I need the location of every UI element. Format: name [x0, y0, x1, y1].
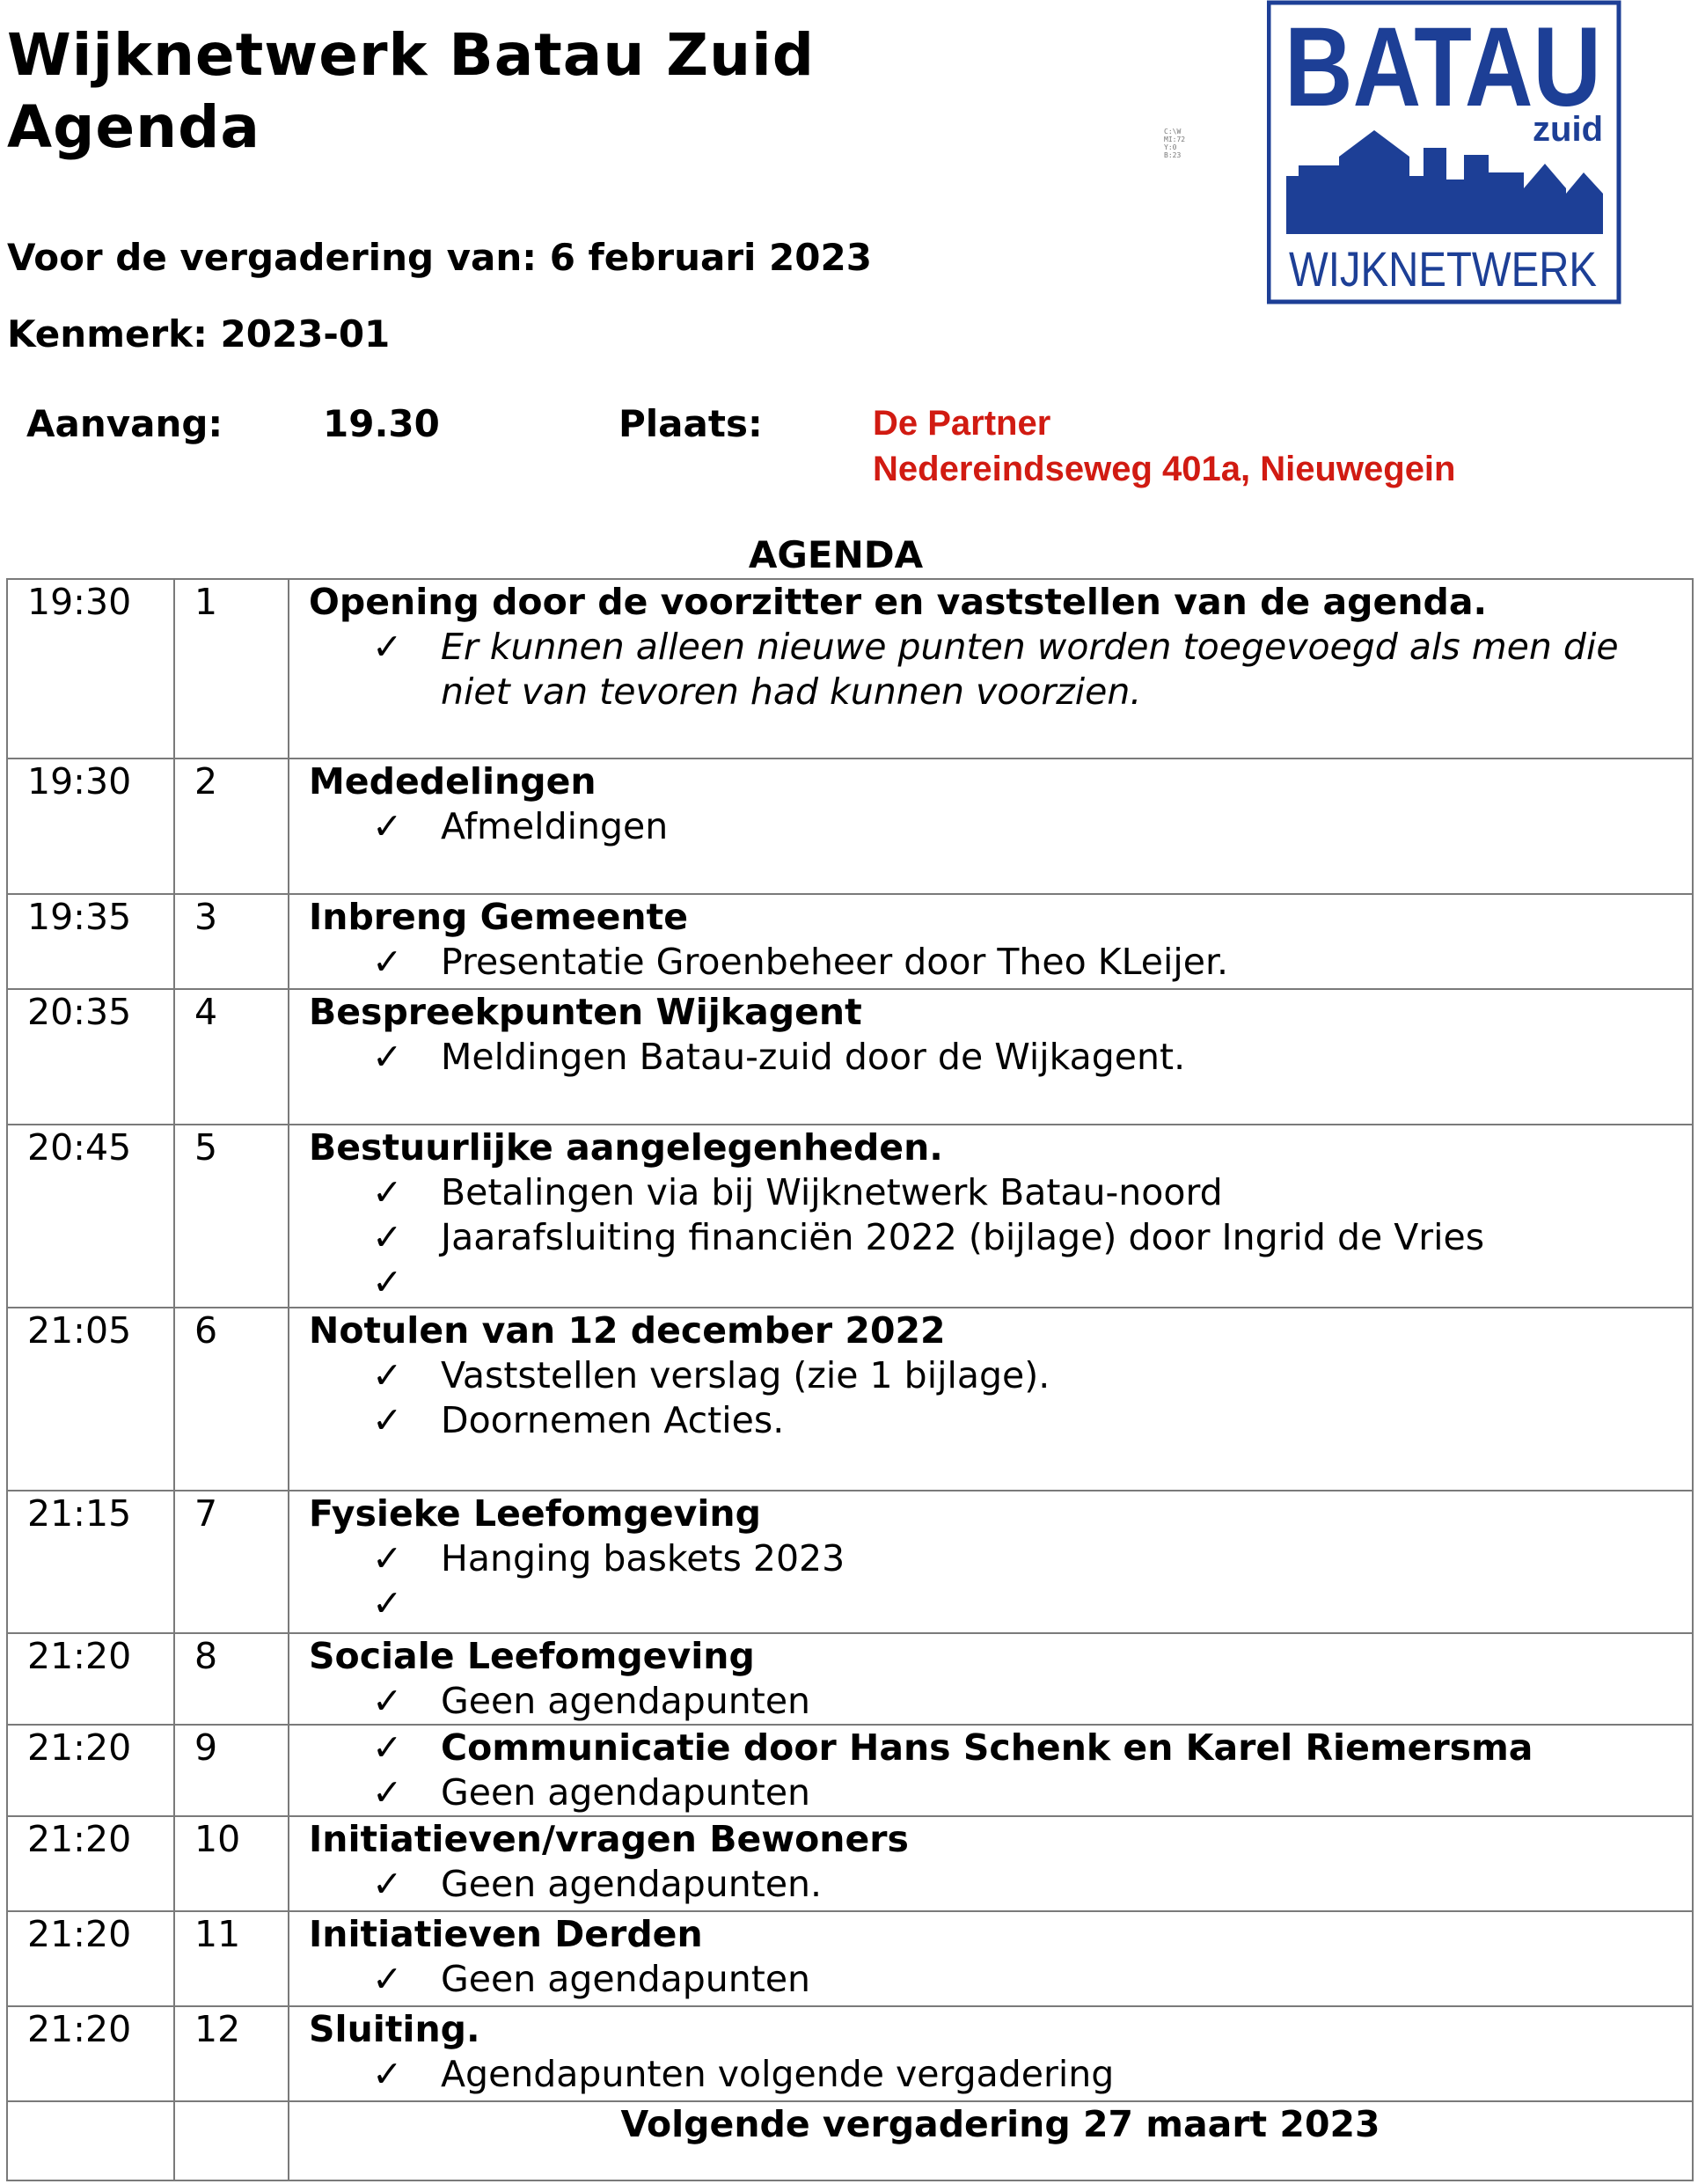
item-body — [289, 759, 1693, 894]
item-body — [289, 1725, 1693, 1816]
item-number: 6 — [174, 1308, 289, 1491]
agenda-row — [7, 1125, 1693, 1308]
item-body — [289, 579, 1693, 759]
agenda-row — [7, 1491, 1693, 1633]
item-time: 21:20 — [7, 1911, 174, 2006]
checkmark-icon: ✓ — [372, 1537, 403, 1579]
sub-point-text: Hanging baskets 2023 — [441, 1537, 845, 1579]
sub-point-list — [309, 804, 1692, 849]
sub-point — [309, 1957, 1692, 2002]
agenda-row — [7, 2006, 1693, 2101]
sub-point-list — [309, 1353, 1692, 1443]
agenda-row — [7, 1816, 1693, 1911]
place-label: Plaats: — [618, 402, 763, 445]
checkmark-icon: ✓ — [372, 805, 403, 847]
checkmark-icon: ✓ — [372, 1261, 403, 1303]
agenda-row — [7, 1308, 1693, 1491]
checkmark-icon: ✓ — [372, 1958, 403, 2000]
sub-point — [309, 1353, 1692, 1398]
sub-point — [309, 1862, 1692, 1907]
item-time: 19:35 — [7, 894, 174, 989]
item-title: Inbreng Gemeente — [309, 896, 689, 938]
logo-bottom: WIJKNETWERK — [1289, 241, 1597, 297]
checkmark-icon: ✓ — [372, 1726, 403, 1769]
checkmark-icon: ✓ — [372, 1680, 403, 1722]
item-body — [289, 894, 1693, 989]
agenda-row — [7, 1633, 1693, 1725]
item-body — [289, 1816, 1693, 1911]
sub-point-list — [309, 1862, 1692, 1907]
item-number: 3 — [174, 894, 289, 989]
footer-row — [7, 2101, 1693, 2180]
start-label: Aanvang: — [26, 402, 223, 445]
agenda-body — [7, 579, 1693, 2180]
agenda-table — [6, 578, 1694, 2181]
item-time: 21:20 — [7, 2006, 174, 2101]
item-number: 11 — [174, 1911, 289, 2006]
item-title: Fysieke Leefomgeving — [309, 1492, 761, 1535]
item-time: 21:15 — [7, 1491, 174, 1633]
sub-point-text: Geen agendapunten — [441, 1680, 811, 1722]
sub-point-list — [309, 1536, 1692, 1626]
item-title: Sociale Leefomgeving — [309, 1635, 755, 1677]
item-title: Sluiting. — [309, 2008, 480, 2050]
item-body — [289, 989, 1693, 1125]
item-time: 20:35 — [7, 989, 174, 1125]
sub-point-text: Er kunnen alleen nieuwe punten worden toegevoegd als men die niet van tevoren had kunnen voorzien. — [441, 626, 1619, 713]
title-line-1: Wijknetwerk Batau Zuid — [7, 21, 815, 89]
logo-brand: BATAU — [1284, 4, 1601, 130]
sub-point-text: Geen agendapunten. — [441, 1863, 823, 1905]
sub-point — [309, 1215, 1692, 1260]
sub-point-list — [309, 1170, 1692, 1305]
item-number: 2 — [174, 759, 289, 894]
item-body — [289, 1125, 1693, 1308]
sub-point — [309, 940, 1692, 985]
sub-point-list — [309, 1957, 1692, 2002]
title-line-2: Agenda — [7, 93, 260, 161]
sub-point — [309, 1581, 1692, 1626]
sub-point-list — [309, 1035, 1692, 1080]
sub-point-text: Meldingen Batau-zuid door de Wijkagent. — [441, 1036, 1186, 1078]
sub-point-text: Afmeldingen — [441, 805, 669, 847]
sub-point — [309, 1398, 1692, 1443]
sub-point — [309, 1679, 1692, 1724]
item-title: Initiatieven Derden — [309, 1913, 703, 1955]
checkmark-icon: ✓ — [372, 1399, 403, 1441]
sub-point-text: Jaarafsluiting financiën 2022 (bijlage) door Ingrid de Vries — [441, 1216, 1485, 1258]
agenda-row — [7, 1911, 1693, 2006]
agenda-heading: AGENDA — [748, 533, 924, 576]
checkmark-icon: ✓ — [372, 1582, 403, 1624]
item-time: 19:30 — [7, 579, 174, 759]
agenda-row — [7, 1725, 1693, 1816]
next-meeting: Volgende vergadering 27 maart 2023 — [289, 2101, 1693, 2180]
item-number: 5 — [174, 1125, 289, 1308]
sub-point — [309, 1536, 1692, 1581]
checkmark-icon: ✓ — [372, 1171, 403, 1213]
place-line-2: Nedereindseweg 401a, Nieuwegein — [873, 450, 1456, 488]
place-value — [873, 400, 1455, 492]
item-time: 20:45 — [7, 1125, 174, 1308]
item-title: Mededelingen — [309, 760, 596, 803]
item-number: 9 — [174, 1725, 289, 1816]
footer-num-cell — [174, 2101, 289, 2180]
item-time: 19:30 — [7, 759, 174, 894]
place-line-1: De Partner — [873, 404, 1051, 443]
item-body — [289, 1633, 1693, 1725]
sub-point — [309, 1770, 1692, 1815]
item-body — [289, 1308, 1693, 1491]
sub-point — [309, 1170, 1692, 1215]
item-time: 21:05 — [7, 1308, 174, 1491]
sub-point-text: Presentatie Groenbeheer door Theo KLeijer. — [441, 941, 1229, 983]
sub-point-text — [441, 1261, 452, 1303]
checkmark-icon: ✓ — [372, 1216, 403, 1258]
sub-point-text: Betalingen via bij Wijknetwerk Batau-noord — [441, 1171, 1223, 1213]
item-title: Notulen van 12 december 2022 — [309, 1309, 946, 1352]
sub-point-text: Agendapunten volgende vergadering — [441, 2053, 1115, 2095]
checkmark-icon: ✓ — [372, 626, 403, 668]
checkmark-icon: ✓ — [372, 941, 403, 983]
footer-time-cell — [7, 2101, 174, 2180]
sub-point — [309, 1260, 1692, 1305]
batau-zuid-logo — [1267, 0, 1622, 304]
agenda-row — [7, 579, 1693, 759]
item-number: 8 — [174, 1633, 289, 1725]
reference: Kenmerk: 2023-01 — [7, 312, 391, 355]
item-title: Opening door de voorzitter en vaststellen van de agenda. — [309, 581, 1488, 623]
checkmark-icon: ✓ — [372, 1354, 403, 1396]
sub-point-list — [309, 1679, 1692, 1724]
sub-point-text: Geen agendapunten — [441, 1771, 811, 1814]
item-number: 1 — [174, 579, 289, 759]
meeting-date: Voor de vergadering van: 6 februari 2023 — [7, 236, 872, 279]
item-number: 12 — [174, 2006, 289, 2101]
item-number: 7 — [174, 1491, 289, 1633]
item-body — [289, 2006, 1693, 2101]
tiny-stamp: C:\W MI:72 Y:0 B:23 — [1164, 128, 1186, 159]
checkmark-icon: ✓ — [372, 1863, 403, 1905]
sub-point-text — [441, 1582, 452, 1624]
item-time: 21:20 — [7, 1633, 174, 1725]
item-title: Initiatieven/vragen Bewoners — [309, 1818, 909, 1860]
item-number: 10 — [174, 1816, 289, 1911]
sub-point-text: Doornemen Acties. — [441, 1399, 785, 1441]
start-time: 19.30 — [323, 402, 440, 445]
sub-point-text: Communicatie door Hans Schenk en Karel Riemersma — [441, 1726, 1533, 1769]
item-time: 21:20 — [7, 1816, 174, 1911]
item-body — [289, 1491, 1693, 1633]
sub-point-list — [309, 1726, 1692, 1815]
sub-point — [309, 1726, 1692, 1770]
checkmark-icon: ✓ — [372, 2053, 403, 2095]
sub-point-list — [309, 2052, 1692, 2097]
item-time: 21:20 — [7, 1725, 174, 1816]
page-title — [7, 19, 815, 164]
agenda-row — [7, 989, 1693, 1125]
agenda-row — [7, 759, 1693, 894]
sub-point-text: Vaststellen verslag (zie 1 bijlage). — [441, 1354, 1050, 1396]
logo-sub: zuid — [1533, 110, 1603, 149]
checkmark-icon: ✓ — [372, 1771, 403, 1814]
sub-point-text: Geen agendapunten — [441, 1958, 811, 2000]
sub-point — [309, 625, 1692, 715]
item-title: Bespreekpunten Wijkagent — [309, 991, 862, 1033]
sub-point-list — [309, 625, 1692, 715]
item-body — [289, 1911, 1693, 2006]
agenda-row — [7, 894, 1693, 989]
sub-point — [309, 2052, 1692, 2097]
sub-point-list — [309, 940, 1692, 985]
sub-point — [309, 1035, 1692, 1080]
item-title: Bestuurlijke aangelegenheden. — [309, 1126, 943, 1169]
item-number: 4 — [174, 989, 289, 1125]
sub-point — [309, 804, 1692, 849]
checkmark-icon: ✓ — [372, 1036, 403, 1078]
